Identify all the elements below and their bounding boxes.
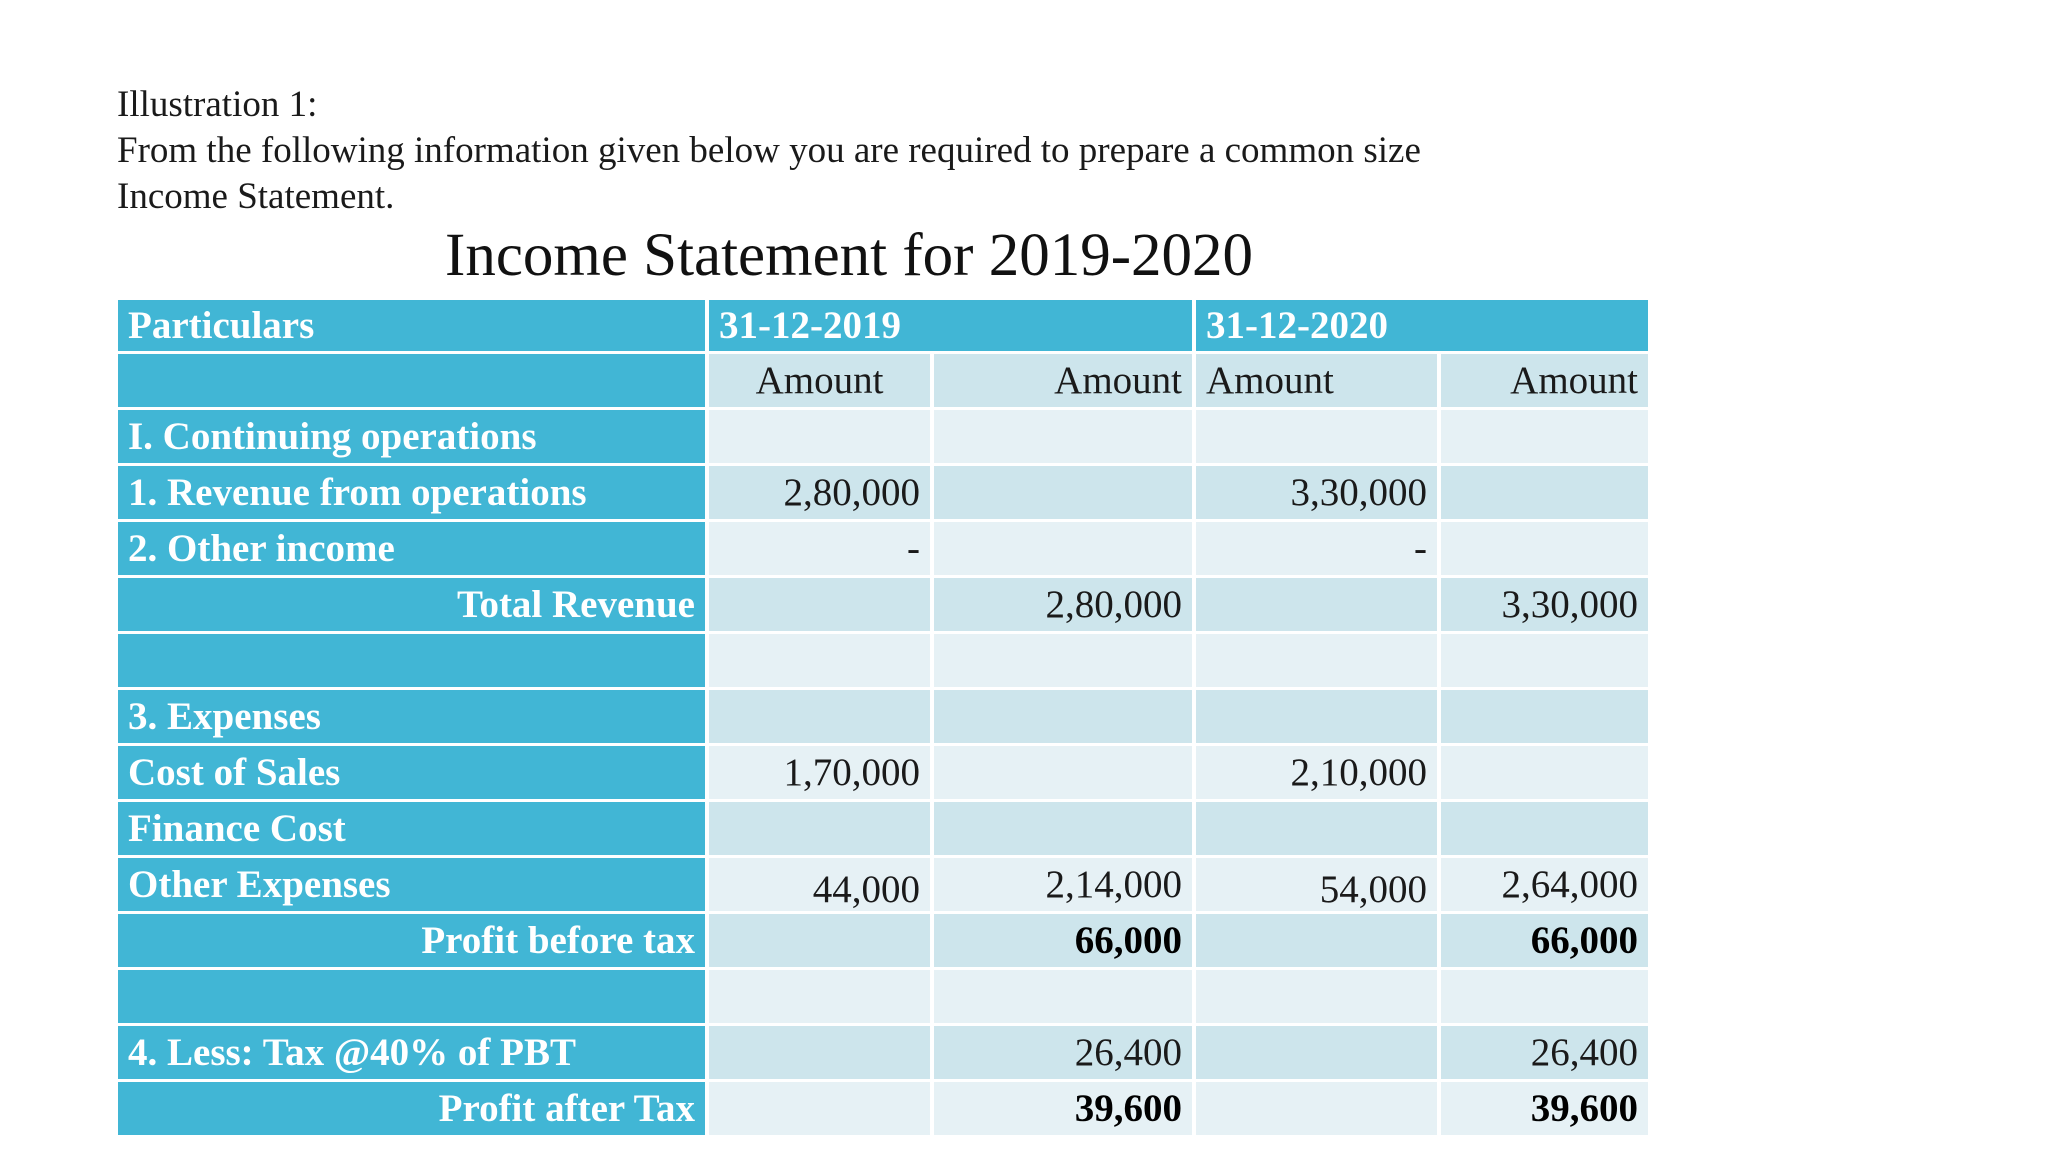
subheader-amount: Amount [1441, 354, 1648, 407]
row-label: 1. Revenue from operations [118, 466, 705, 519]
cell-2020-sub [1196, 690, 1437, 743]
table-row [118, 690, 1648, 743]
cell-2019-sub [709, 634, 930, 687]
cell-2019-sub [709, 410, 930, 463]
table-row [118, 914, 1648, 967]
row-label: Profit before tax [118, 914, 705, 967]
table-row [118, 970, 1648, 1023]
cell-2019-sub [709, 690, 930, 743]
cell-2019-total [934, 410, 1192, 463]
income-statement-table [114, 297, 1652, 1138]
row-label [118, 970, 705, 1023]
row-label: 4. Less: Tax @40% of PBT [118, 1026, 705, 1079]
cell-2020-total [1441, 466, 1648, 519]
illustration-heading: Illustration 1: [117, 84, 318, 125]
cell-2019-sub [709, 858, 930, 911]
cell-2019-total: 39,600 [934, 1082, 1192, 1135]
cell-2020-sub [1196, 410, 1437, 463]
cell-value: 44,000 [812, 868, 920, 911]
table-title: Income Statement for 2019-2020 [445, 222, 1254, 289]
cell-2019-sub [709, 914, 930, 967]
cell-2020-total: 66,000 [1441, 914, 1648, 967]
cell-2020-sub [1196, 578, 1437, 631]
cell-2019-sub [709, 1082, 930, 1135]
cell-2019-total [934, 522, 1192, 575]
cell-2019-total [934, 690, 1192, 743]
cell-2020-sub [1196, 802, 1437, 855]
cell-2019-sub [709, 1026, 930, 1079]
row-label: I. Continuing operations [118, 410, 705, 463]
instruction-text-continued: Income Statement. [117, 176, 395, 217]
cell-2019-sub [709, 802, 930, 855]
table-row [118, 858, 1648, 911]
cell-2020-total: 2,64,000 [1441, 858, 1648, 911]
row-label: Cost of Sales [118, 746, 705, 799]
table-subheader-row [118, 354, 1648, 407]
cell-2020-total: 26,400 [1441, 1026, 1648, 1079]
cell-2019-sub: 1,70,000 [709, 746, 930, 799]
table-row [118, 802, 1648, 855]
cell-2020-sub [1196, 1026, 1437, 1079]
subheader-amount: Amount [1196, 354, 1437, 407]
cell-2019-total [934, 466, 1192, 519]
cell-2020-total: 3,30,000 [1441, 578, 1648, 631]
row-label: Finance Cost [118, 802, 705, 855]
subheader-amount: Amount [934, 354, 1192, 407]
cell-2020-total [1441, 410, 1648, 463]
cell-2020-sub [1196, 970, 1437, 1023]
row-label: Profit after Tax [118, 1082, 705, 1135]
cell-2019-total: 2,14,000 [934, 858, 1192, 911]
cell-2020-total [1441, 970, 1648, 1023]
cell-2020-total [1441, 522, 1648, 575]
table-row [118, 466, 1648, 519]
cell-2019-total [934, 634, 1192, 687]
table-row [118, 634, 1648, 687]
cell-2020-total [1441, 634, 1648, 687]
cell-2019-sub [709, 970, 930, 1023]
cell-2019-total [934, 746, 1192, 799]
header-year-2020: 31-12-2020 [1196, 300, 1648, 351]
cell-2020-total [1441, 802, 1648, 855]
row-label: 2. Other income [118, 522, 705, 575]
cell-2020-total [1441, 746, 1648, 799]
cell-2020-total [1441, 690, 1648, 743]
table-row [118, 410, 1648, 463]
cell-2020-sub [1196, 1082, 1437, 1135]
cell-2019-total [934, 802, 1192, 855]
cell-2020-sub: - [1196, 522, 1437, 575]
cell-2020-sub: 3,30,000 [1196, 466, 1437, 519]
table-row [118, 578, 1648, 631]
cell-2019-sub [709, 578, 930, 631]
subheader-amount: Amount [709, 354, 930, 407]
cell-2020-sub: 2,10,000 [1196, 746, 1437, 799]
table-row [118, 1026, 1648, 1079]
row-label: Other Expenses [118, 858, 705, 911]
cell-2019-total: 2,80,000 [934, 578, 1192, 631]
row-label: 3. Expenses [118, 690, 705, 743]
row-label [118, 634, 705, 687]
cell-2020-total: 39,600 [1441, 1082, 1648, 1135]
cell-2019-total: 26,400 [934, 1026, 1192, 1079]
cell-2020-sub [1196, 634, 1437, 687]
cell-2019-sub: 2,80,000 [709, 466, 930, 519]
subheader-blank [118, 354, 705, 407]
table-row [118, 1082, 1648, 1135]
intro-text [117, 82, 1421, 220]
cell-2019-total [934, 970, 1192, 1023]
header-year-2019: 31-12-2019 [709, 300, 1192, 351]
table-header-row [118, 300, 1648, 351]
cell-2020-sub [1196, 914, 1437, 967]
cell-value: 54,000 [1319, 868, 1427, 911]
table-row [118, 522, 1648, 575]
cell-2019-sub: - [709, 522, 930, 575]
row-label: Total Revenue [118, 578, 705, 631]
cell-2020-sub [1196, 858, 1437, 911]
instruction-text: From the following information given below you are required to prepare a common size [117, 130, 1421, 171]
table-row [118, 746, 1648, 799]
cell-2019-total: 66,000 [934, 914, 1192, 967]
header-particulars: Particulars [118, 300, 705, 351]
